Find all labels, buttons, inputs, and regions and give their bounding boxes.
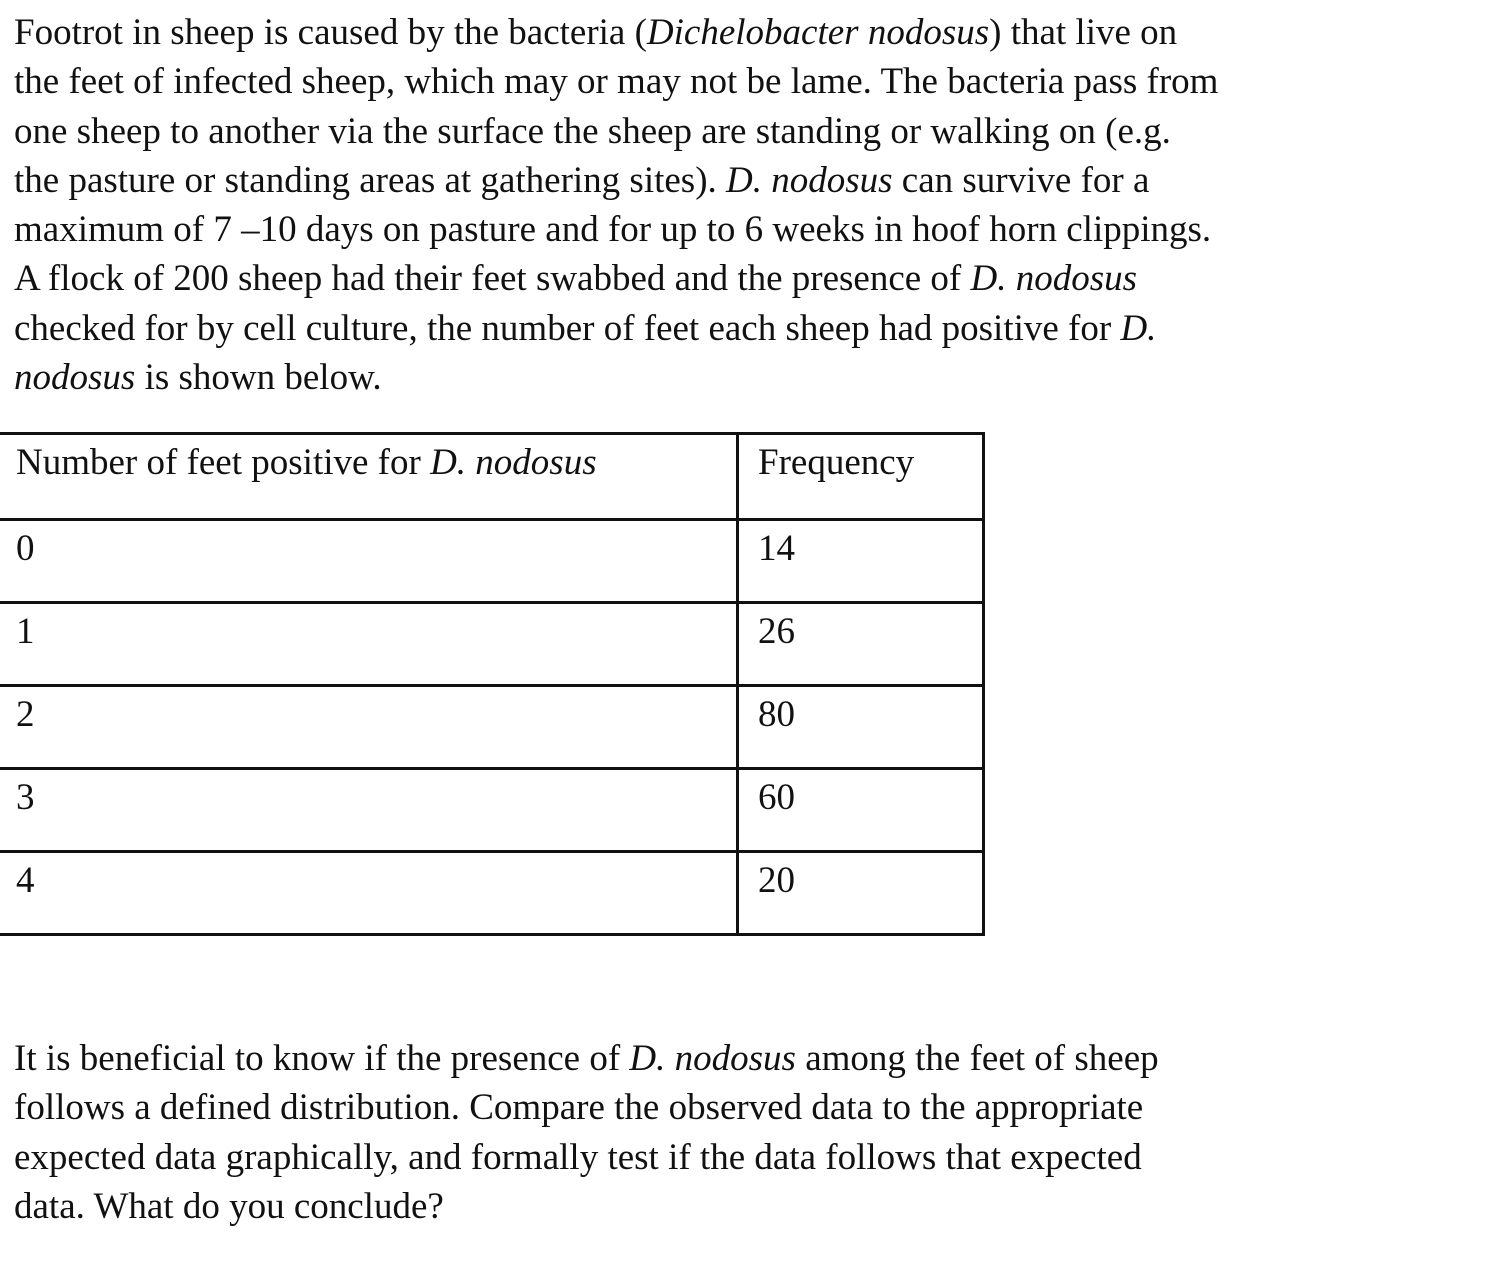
cell-feet: 2 (0, 686, 738, 769)
intro-line: one sheep to another via the surface the sheep are standing or walking on (e.g. (14, 110, 1171, 152)
intro-line: A flock of 200 sheep had their feet swabbed and the presence of D. nodosus (14, 258, 1138, 300)
header-feet-positive: Number of feet positive for D. nodosus (0, 434, 738, 520)
question-line: It is beneficial to know if the presence of D. nodosus among the feet of sheep (14, 1038, 1159, 1079)
cell-frequency: 26 (738, 603, 984, 686)
cell-frequency: 80 (738, 686, 984, 769)
cell-frequency: 20 (738, 852, 984, 935)
question-line: data. What do you conclude? (14, 1185, 444, 1227)
table-row (0, 852, 984, 935)
intro-line: the feet of infected sheep, which may or may not be lame. The bacteria pass from (14, 61, 1219, 103)
intro-line: checked for by cell culture, the number of feet each sheep had positive for D. (14, 307, 1157, 349)
frequency-table (0, 432, 985, 936)
question-line: expected data graphically, and formally test if the data follows that expected (14, 1136, 1142, 1178)
table-row (0, 769, 984, 852)
cell-feet: 0 (0, 520, 738, 603)
cell-frequency: 60 (738, 769, 984, 852)
table-row (0, 603, 984, 686)
intro-line: the pasture or standing areas at gathering sites). D. nodosus can survive for a (14, 159, 1150, 201)
table-header-row (0, 434, 984, 520)
table-row (0, 520, 984, 603)
cell-feet: 1 (0, 603, 738, 686)
intro-line: Footrot in sheep is caused by the bacteria (Dichelobacter nodosus) that live on (14, 12, 1178, 53)
cell-frequency: 14 (738, 520, 984, 603)
intro-line: maximum of 7 –10 days on pasture and for up to 6 weeks in hoof horn clippings. (14, 209, 1212, 251)
intro-paragraph (14, 8, 1494, 402)
intro-line: nodosus is shown below. (14, 357, 382, 399)
question-paragraph (14, 1034, 1434, 1231)
cell-feet: 3 (0, 769, 738, 852)
header-frequency: Frequency (738, 434, 984, 520)
question-line: follows a defined distribution. Compare the observed data to the appropriate (14, 1087, 1144, 1129)
table-row (0, 686, 984, 769)
cell-feet: 4 (0, 852, 738, 935)
